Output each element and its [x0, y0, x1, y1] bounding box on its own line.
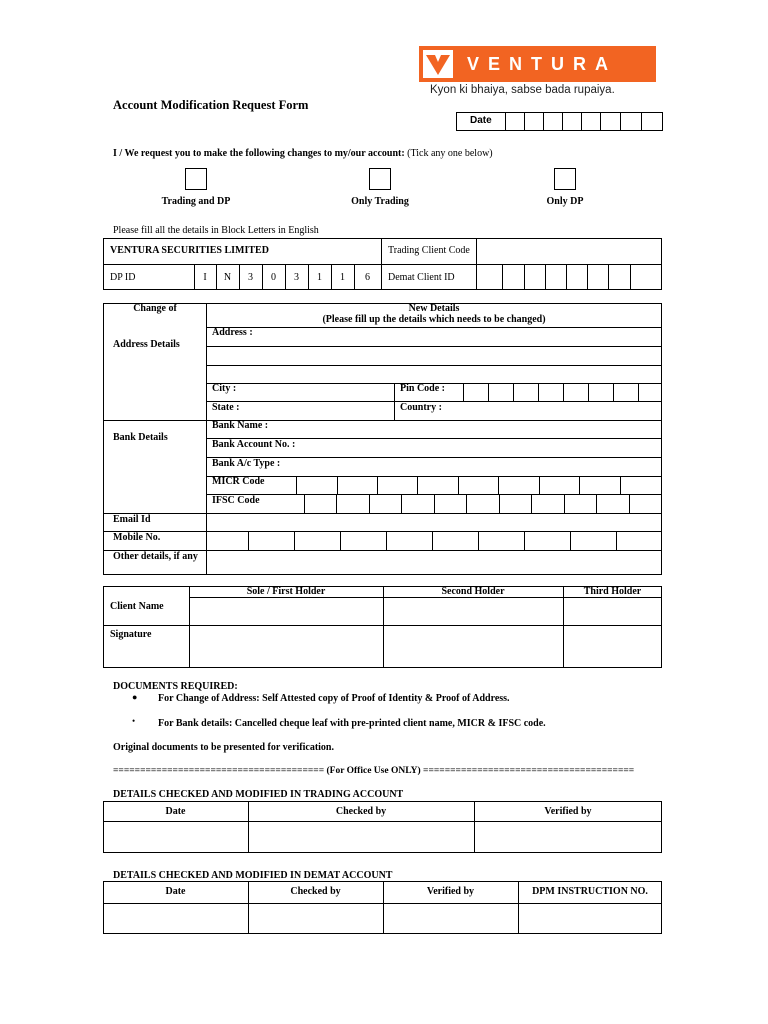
mobile-input[interactable] [207, 532, 661, 549]
trading-check-heading: DETAILS CHECKED AND MODIFIED IN TRADING ACCOUNT [113, 789, 404, 800]
demat-col-date: Date [165, 886, 186, 897]
option-trading-and-dp-label: Trading and DP [161, 196, 231, 207]
document-item: For Change of Address: Self Attested copy of Proof of Identity & Proof of Address. [158, 693, 510, 704]
dpm-instruction-input[interactable] [519, 904, 661, 933]
bullet-icon: • [132, 716, 136, 726]
bank-account-input[interactable] [300, 439, 661, 456]
bank-account-label: Bank Account No. : [212, 439, 296, 450]
demat-check-heading: DETAILS CHECKED AND MODIFIED IN DEMAT ACCOUNT [113, 870, 393, 881]
demat-col-checked-by: Checked by [290, 886, 341, 897]
date-digit-input[interactable] [581, 112, 601, 131]
micr-input[interactable] [297, 477, 661, 493]
demat-col-dpm-instruction: DPM INSTRUCTION NO. [532, 886, 648, 897]
signature-label: Signature [110, 629, 152, 640]
date-digit-input[interactable] [505, 112, 525, 131]
divider [476, 238, 477, 290]
bank-type-input[interactable] [286, 458, 661, 475]
date-digit-input[interactable] [641, 112, 663, 131]
dp-id-digit: 3 [294, 272, 299, 283]
state-input[interactable] [245, 402, 393, 419]
first-holder-name-input[interactable] [190, 598, 382, 624]
dp-id-digit: 1 [317, 272, 322, 283]
dp-id-digit: 0 [271, 272, 276, 283]
documents-heading: DOCUMENTS REQUIRED: [113, 681, 238, 692]
ifsc-label: IFSC Code [212, 495, 260, 506]
divider [381, 238, 382, 290]
pin-code-label: Pin Code : [400, 383, 445, 394]
col-first-holder: Sole / First Holder [246, 586, 326, 597]
trading-col-checked-by: Checked by [335, 806, 387, 817]
request-line [113, 149, 493, 159]
third-holder-signature-field[interactable] [564, 626, 661, 667]
trading-col-date: Date [165, 806, 186, 817]
trading-date-input[interactable] [104, 822, 247, 852]
trading-col-verified-by: Verified by [544, 806, 592, 817]
date-digit-input[interactable] [600, 112, 621, 131]
option-only-dp-label: Only DP [546, 196, 584, 207]
first-holder-signature-field[interactable] [190, 626, 382, 667]
address-input[interactable] [260, 328, 660, 345]
other-details-input[interactable] [207, 551, 661, 574]
trading-client-code-label: Trading Client Code [388, 245, 470, 256]
date-label: Date [470, 115, 492, 126]
address-label: Address : [212, 327, 253, 338]
fill-note: Please fill all the details in Block Letters in English [113, 225, 319, 236]
email-label: Email Id [113, 514, 151, 525]
only-trading-checkbox[interactable] [369, 168, 391, 190]
date-digit-input[interactable] [620, 112, 642, 131]
bullet-icon: ● [132, 692, 138, 702]
document-item: For Bank details: Cancelled cheque leaf with pre-printed client name, MICR & IFSC code. [158, 718, 546, 729]
demat-date-input[interactable] [104, 904, 247, 933]
third-holder-name-input[interactable] [564, 598, 661, 624]
date-digit-input[interactable] [524, 112, 544, 131]
col-second-holder: Second Holder [441, 586, 505, 597]
bank-name-input[interactable] [272, 421, 661, 438]
col-change-of: Change of [133, 303, 177, 314]
dp-id-digit: I [203, 272, 207, 283]
dp-id-digit: 6 [365, 272, 370, 283]
office-use-divider: ======================================= (For Office Use ONLY) ======================================= [113, 766, 635, 776]
trading-client-code-input[interactable] [476, 239, 661, 263]
trading-and-dp-checkbox[interactable] [185, 168, 207, 190]
dp-id-digit: 1 [340, 272, 345, 283]
other-details-label: Other details, if any [113, 551, 198, 562]
email-input[interactable] [207, 514, 661, 531]
brand-tagline: Kyon ki bhaiya, sabse bada rupaiya. [430, 84, 615, 96]
date-label-cell [456, 112, 506, 131]
second-holder-signature-field[interactable] [384, 626, 562, 667]
address-line-3-input[interactable] [207, 366, 661, 382]
company-name: VENTURA SECURITIES LIMITED [110, 245, 269, 256]
city-label: City : [212, 383, 237, 394]
second-holder-name-input[interactable] [384, 598, 562, 624]
trading-checked-by-input[interactable] [249, 822, 473, 852]
pin-code-input[interactable] [464, 384, 661, 401]
city-input[interactable] [245, 384, 393, 401]
dp-id-digit: N [223, 272, 232, 283]
col-new-details-sub: (Please fill up the details which needs to be changed) [322, 314, 546, 325]
demat-col-verified-by: Verified by [426, 886, 475, 897]
ventura-logo [419, 46, 656, 82]
bank-details-label: Bank Details [113, 432, 168, 443]
col-third-holder: Third Holder [583, 586, 642, 597]
request-hint: (Tick any one below) [407, 148, 493, 159]
demat-client-id-label: Demat Client ID [388, 272, 455, 283]
mobile-label: Mobile No. [113, 532, 161, 543]
date-digit-input[interactable] [543, 112, 563, 131]
col-new-details: New Details [408, 303, 460, 314]
option-only-trading-label: Only Trading [351, 196, 409, 207]
original-documents-note: Original documents to be presented for verification. [113, 742, 334, 753]
only-dp-checkbox[interactable] [554, 168, 576, 190]
dp-id-digit: 3 [248, 272, 253, 283]
address-details-label: Address Details [113, 339, 180, 350]
bank-name-label: Bank Name : [212, 420, 269, 431]
micr-label: MICR Code [212, 476, 265, 487]
brand-name: VENTURA [467, 54, 618, 74]
bank-type-label: Bank A/c Type : [212, 458, 281, 469]
ifsc-input[interactable] [305, 495, 661, 512]
trading-verified-by-input[interactable] [475, 822, 661, 852]
demat-verified-by-input[interactable] [384, 904, 517, 933]
country-input[interactable] [445, 402, 661, 419]
date-digit-input[interactable] [562, 112, 582, 131]
client-name-label: Client Name [110, 601, 164, 612]
request-lead: I / We request you to make the following changes to my/our account: [113, 148, 405, 159]
dp-id-label: DP ID [110, 272, 136, 283]
page-title: Account Modification Request Form [113, 98, 309, 112]
state-label: State : [212, 402, 240, 413]
ventura-logo-mark-icon [423, 50, 453, 78]
address-line-2-input[interactable] [207, 347, 661, 364]
demat-client-id-input[interactable] [503, 265, 661, 289]
demat-checked-by-input[interactable] [249, 904, 382, 933]
country-label: Country : [400, 402, 442, 413]
